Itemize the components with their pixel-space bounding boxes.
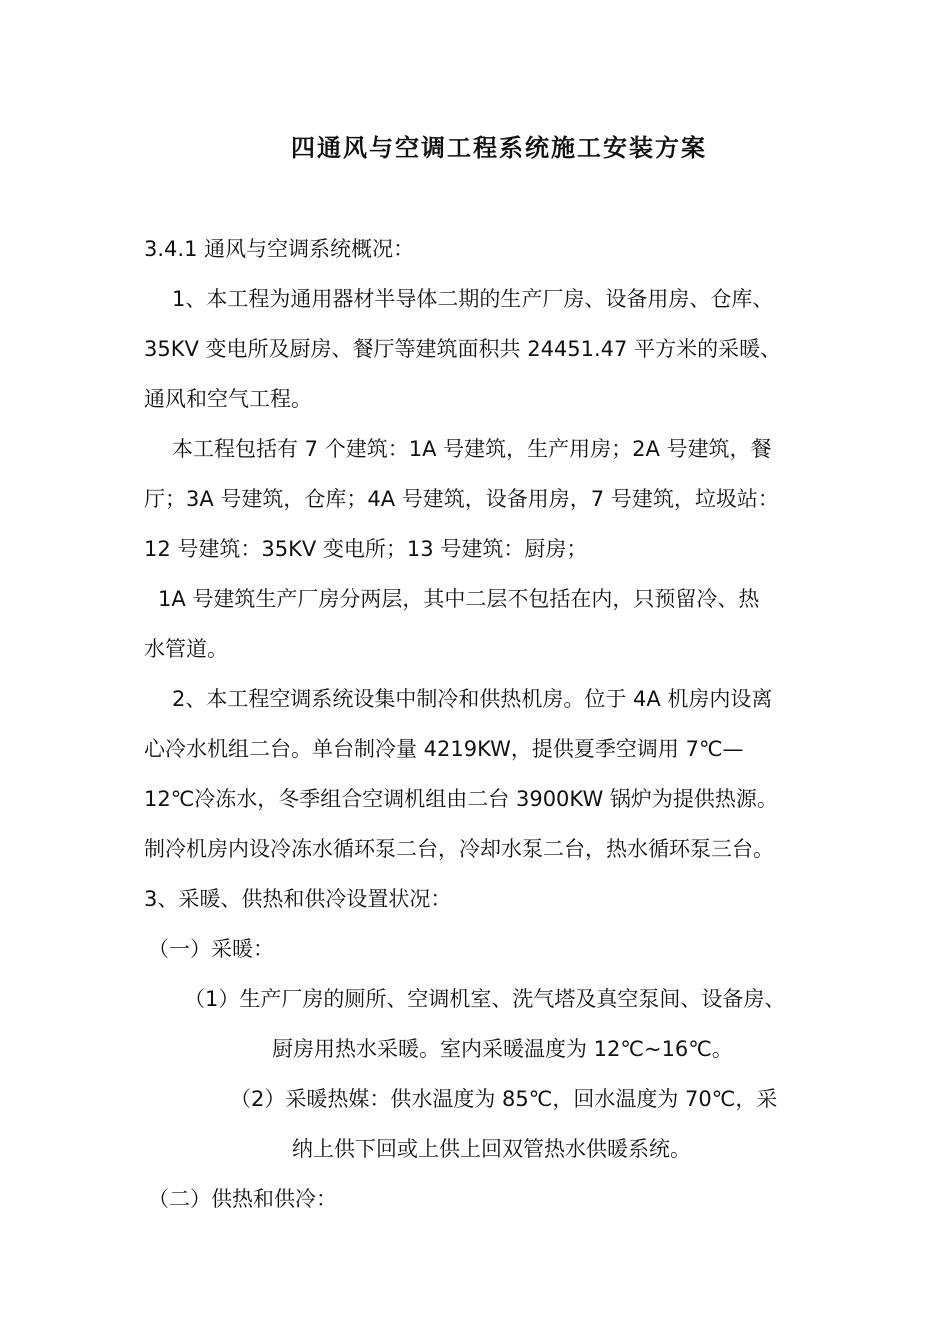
paragraph-line: （1）生产厂房的厕所、空调机室、洗气塔及真空泵间、设备房、 <box>184 987 786 1011</box>
paragraph-line: 12℃冷冻水，冬季组合空调机组由二台 3900KW 锅炉为提供热源。 <box>144 787 778 811</box>
paragraph-line: 2、本工程空调系统设集中制冷和供热机房。位于 4A 机房内设离 <box>172 687 773 711</box>
paragraph-line: 制冷机房内设冷冻水循环泵二台，冷却水泵二台，热水循环泵三台。 <box>144 837 774 861</box>
subsection-heading: （一）采暖： <box>148 937 274 961</box>
paragraph-line: 厨房用热水采暖。室内采暖温度为 12℃~16℃。 <box>272 1037 733 1061</box>
section-heading: 3.4.1 通风与空调系统概况： <box>144 237 415 261</box>
paragraph-line: 1A 号建筑生产厂房分两层，其中二层不包括在内，只预留冷、热 <box>158 587 760 611</box>
paragraph-line: 心冷水机组二台。单台制冷量 4219KW，提供夏季空调用 7℃— <box>144 737 744 761</box>
paragraph-line: 厅；3A 号建筑，仓库；4A 号建筑，设备用房，7 号建筑，垃圾站： <box>144 487 779 511</box>
paragraph-line: （2）采暖热媒：供水温度为 85℃，回水温度为 70℃，采 <box>230 1087 778 1111</box>
paragraph-line: 1、本工程为通用器材半导体二期的生产厂房、设备用房、仓库、 <box>172 287 774 311</box>
paragraph-line: 通风和空气工程。 <box>144 387 312 411</box>
page-title: 四通风与空调工程系统施工安装方案 <box>291 133 707 162</box>
subsection-heading: （二）供热和供冷： <box>148 1187 337 1211</box>
paragraph-line: 本工程包括有 7 个建筑：1A 号建筑，生产用房；2A 号建筑，餐 <box>172 437 772 461</box>
paragraph-line: 12 号建筑：35KV 变电所；13 号建筑：厨房； <box>144 537 588 561</box>
paragraph-line: 水管道。 <box>144 637 228 661</box>
paragraph-line: 纳上供下回或上供上回双管热水供暖系统。 <box>292 1137 691 1161</box>
paragraph-line: 35KV 变电所及厨房、餐厅等建筑面积共 24451.47 平方米的采暖、 <box>144 337 782 361</box>
section-heading: 3、采暖、供热和供冷设置状况： <box>144 887 452 911</box>
